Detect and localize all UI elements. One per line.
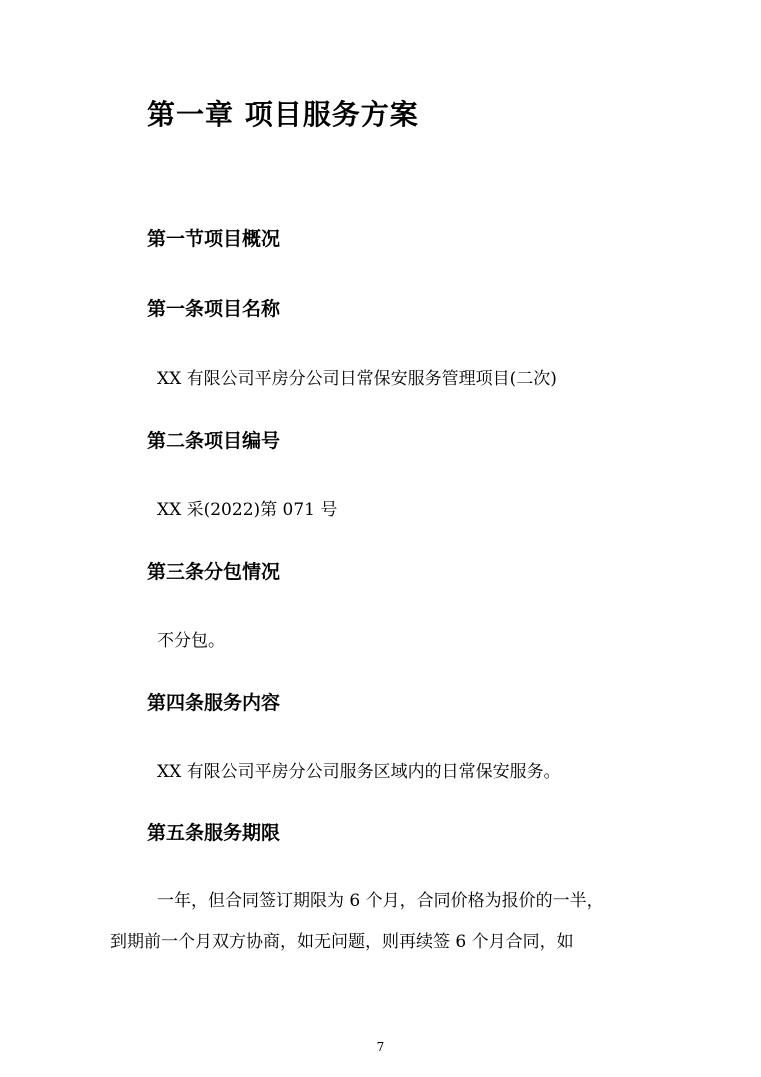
article-body-service-period-line2: 到期前一个月双方协商，如无问题，则再续签 6 个月合同，如: [110, 932, 574, 952]
article-body-project-number: XX 采(2022)第 071 号: [157, 500, 338, 520]
article-heading-project-number: 第二条项目编号: [147, 430, 281, 452]
article-body-subcontract: 不分包。: [157, 631, 225, 651]
article-heading-project-name: 第一条项目名称: [147, 298, 281, 320]
article-heading-subcontract: 第三条分包情况: [147, 561, 281, 583]
article-heading-service-content: 第四条服务内容: [147, 692, 281, 714]
article-body-project-name: XX 有限公司平房分公司日常保安服务管理项目(二次): [157, 369, 557, 389]
article-body-service-content: XX 有限公司平房分公司服务区域内的日常保安服务。: [157, 762, 561, 782]
page-number: 7: [376, 1040, 385, 1054]
article-body-service-period-line1: 一年，但合同签订期限为 6 个月，合同价格为报价的一半，: [157, 891, 604, 911]
chapter-title: 第一章 项目服务方案: [147, 98, 419, 131]
section-title: 第一节项目概况: [147, 228, 281, 250]
article-heading-service-period: 第五条服务期限: [147, 822, 281, 844]
